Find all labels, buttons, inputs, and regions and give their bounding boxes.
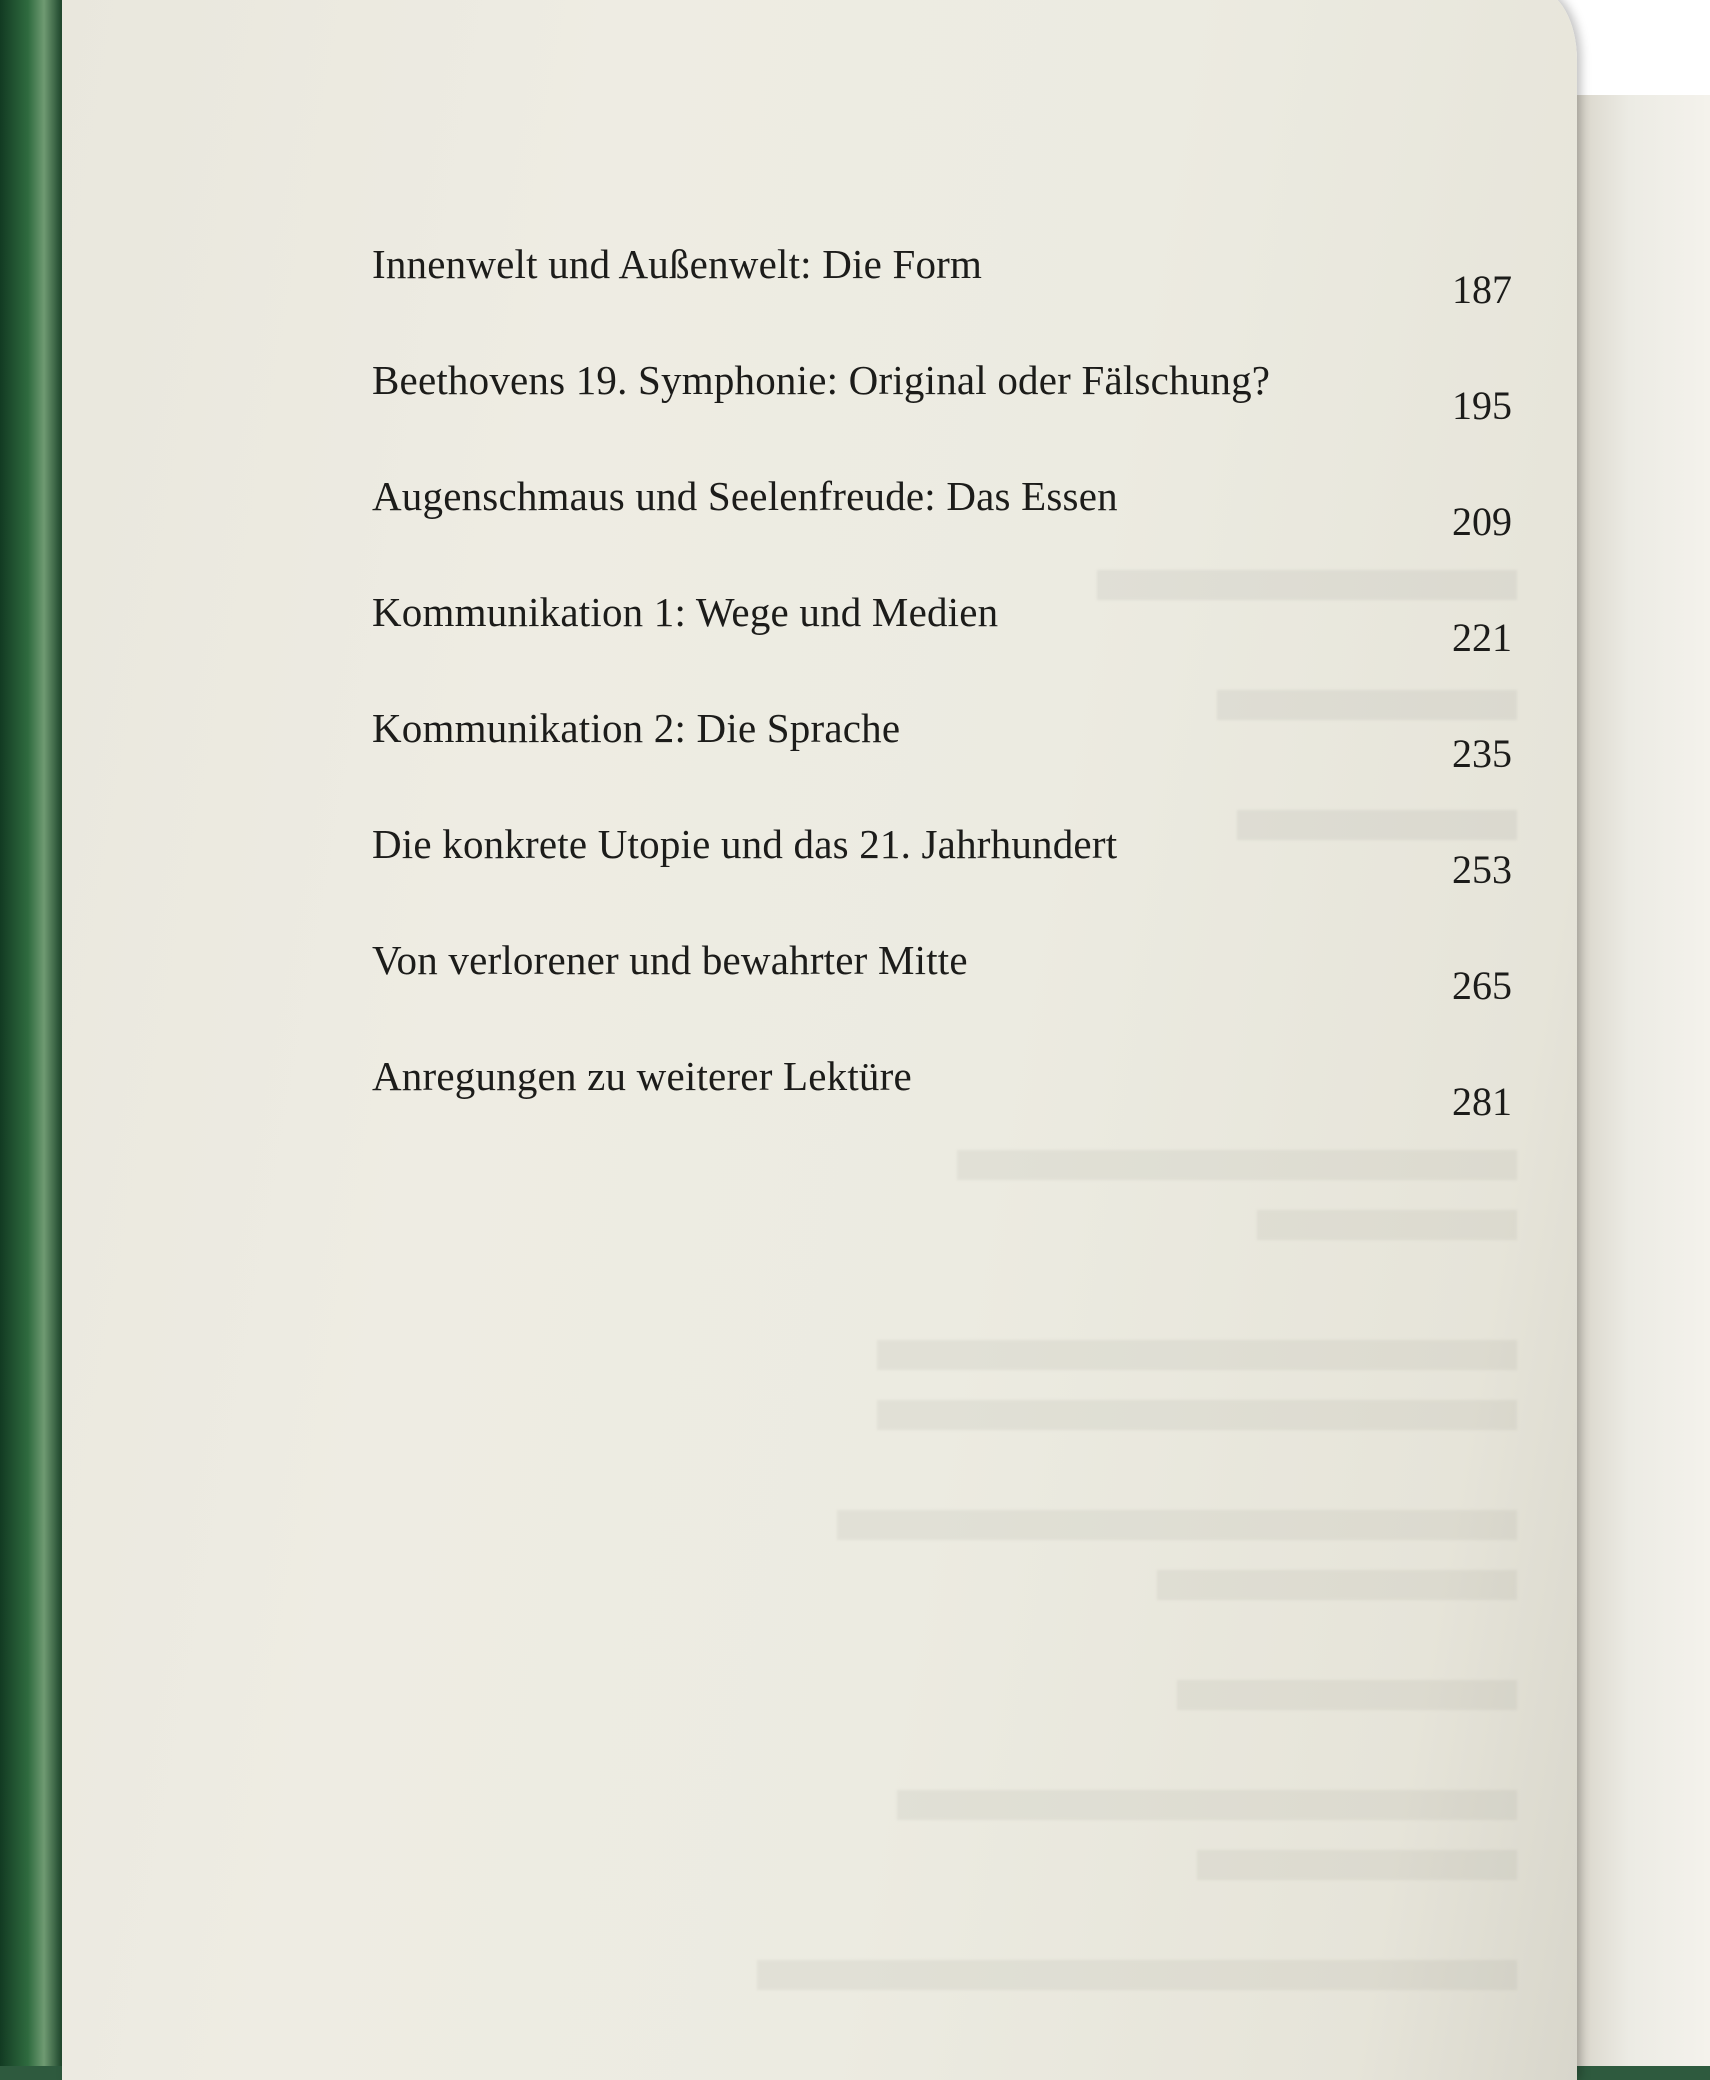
table-of-contents: [372, 240, 1512, 1168]
toc-entry: [372, 1052, 1512, 1168]
toc-entry: [372, 820, 1512, 936]
toc-entry: [372, 356, 1512, 472]
show-through-decoration: [877, 1400, 1517, 1430]
toc-entry-title: Kommunikation 1: Wege und Medien: [372, 589, 999, 635]
toc-entry-page: 265: [1452, 963, 1512, 1008]
toc-entry-page: 209: [1452, 499, 1512, 544]
toc-entry-title: Beethovens 19. Symphonie: Original oder Fälschung?: [372, 357, 1271, 403]
toc-entry: [372, 936, 1512, 1052]
toc-entry: [372, 240, 1512, 356]
toc-entry: [372, 588, 1512, 704]
show-through-decoration: [897, 1790, 1517, 1820]
toc-entry-page: 281: [1452, 1079, 1512, 1124]
show-through-decoration: [837, 1510, 1517, 1540]
toc-entry-page: 235: [1452, 731, 1512, 776]
toc-entry: [372, 472, 1512, 588]
toc-entry: [372, 704, 1512, 820]
next-page-edge: [1575, 95, 1710, 2066]
show-through-decoration: [877, 1340, 1517, 1370]
toc-entry-title: Augenschmaus und Seelenfreude: Das Essen: [372, 473, 1118, 519]
toc-entry-title: Kommunikation 2: Die Sprache: [372, 705, 901, 751]
toc-entry-page: 195: [1452, 383, 1512, 428]
toc-entry-page: 253: [1452, 847, 1512, 892]
show-through-decoration: [1257, 1210, 1517, 1240]
toc-entry-title: Innenwelt und Außenwelt: Die Form: [372, 241, 983, 287]
toc-entry-title: Anregungen zu weiterer Lektüre: [372, 1053, 912, 1099]
show-through-decoration: [1197, 1850, 1517, 1880]
toc-entry-page: 187: [1452, 267, 1512, 312]
show-through-decoration: [757, 1960, 1517, 1990]
toc-entry-title: Von verlorener und bewahrter Mitte: [372, 937, 968, 983]
toc-entry-title: Die konkrete Utopie und das 21. Jahrhundert: [372, 821, 1118, 867]
toc-entry-page: 221: [1452, 615, 1512, 660]
show-through-decoration: [1157, 1570, 1517, 1600]
show-through-decoration: [1177, 1680, 1517, 1710]
